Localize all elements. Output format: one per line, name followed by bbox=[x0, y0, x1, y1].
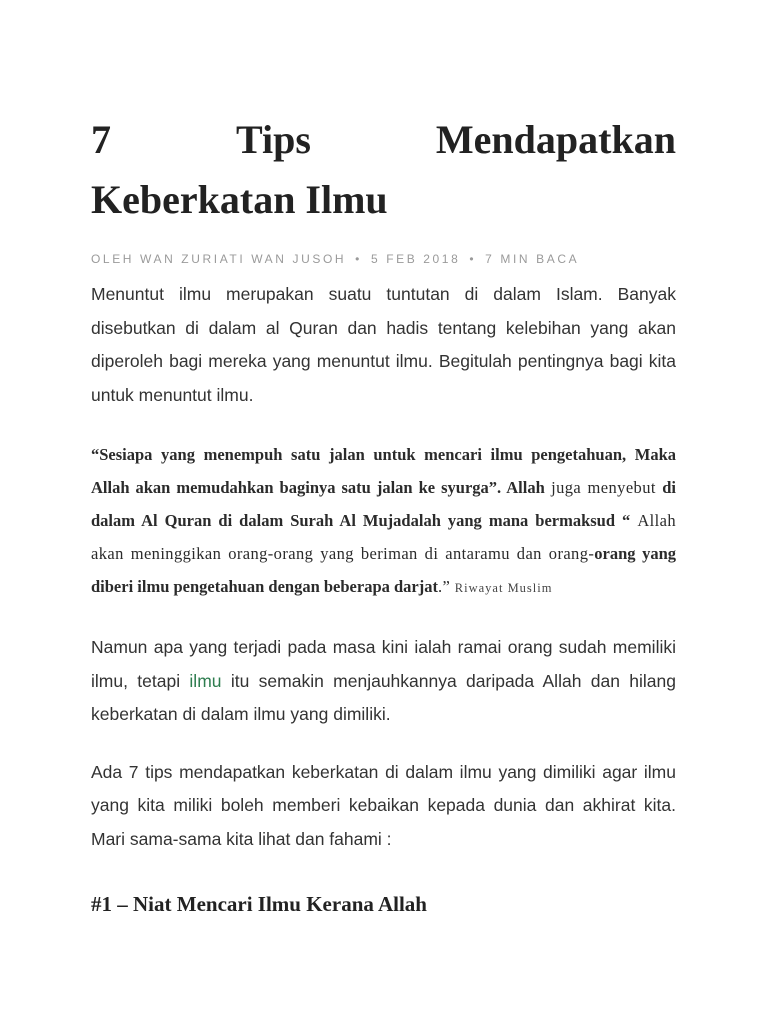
quote-part: Allah akan meninggikan orang-orang yang beriman di antaramu dan orang- bbox=[91, 511, 676, 563]
article-meta bbox=[91, 252, 676, 266]
quote-part: di dalam Al Quran di dalam Surah Al Mujadalah yang mana bermaksud “ bbox=[91, 478, 676, 530]
para-text: Namun apa yang terjadi pada masa kini ialah ramai orang sudah memiliki ilmu, tetapi bbox=[91, 637, 676, 691]
article-title bbox=[91, 0, 676, 230]
body-paragraph: Ada 7 tips mendapatkan keberkatan di dalam ilmu yang dimiliki agar ilmu yang kita miliki boleh memberi kebaikan kepada dunia dan akhirat kita. Mari sama-sama kita lihat dan fahami : bbox=[91, 761, 676, 849]
publish-date: 5 FEB 2018 bbox=[370, 252, 461, 266]
quote-part: orang yang diberi ilmu pengetahuan dengan beberapa darjat bbox=[91, 544, 677, 596]
quote-part: .” bbox=[438, 577, 455, 596]
intro-paragraph: Menuntut ilmu merupakan suatu tuntutan di dalam Islam. Banyak disebutkan di dalam al Quran dan hadis tentang kelebihan yang akan diperoleh bagi mereka yang menuntut ilmu. Begitulah pentingnya bagi kita untuk menuntut ilmu. bbox=[91, 284, 676, 405]
title-line-1 bbox=[91, 110, 676, 170]
body-paragraph bbox=[91, 631, 676, 732]
read-time: 7 MIN BACA bbox=[485, 252, 580, 266]
title-line-2: Keberkatan Ilmu bbox=[91, 177, 388, 222]
para-text: itu semakin menjauhkannya daripada Allah dan hilang keberkatan di dalam ilmu yang dimiliki. bbox=[91, 670, 676, 724]
meta-separator: • bbox=[355, 252, 362, 266]
quote-part: juga menyebut bbox=[544, 478, 663, 497]
meta-separator: • bbox=[469, 252, 477, 266]
ilmu-link[interactable]: ilmu bbox=[189, 670, 222, 691]
title-word: Tips bbox=[236, 117, 311, 162]
section-heading: #1 – Niat Mencari Ilmu Kerana Allah bbox=[91, 892, 427, 916]
quote-part: “Sesiapa yang menempuh satu jalan untuk mencari ilmu pengetahuan, Maka Allah akan memudahkan baginya satu jalan ke syurga”. Allah bbox=[91, 445, 676, 497]
hadith-quote bbox=[91, 438, 676, 605]
title-word: 7 bbox=[91, 117, 111, 162]
title-word: Mendapatkan bbox=[435, 117, 676, 162]
quote-source: Riwayat Muslim bbox=[454, 581, 553, 595]
author-link[interactable]: OLEH WAN ZURIATI WAN JUSOH bbox=[91, 252, 347, 266]
